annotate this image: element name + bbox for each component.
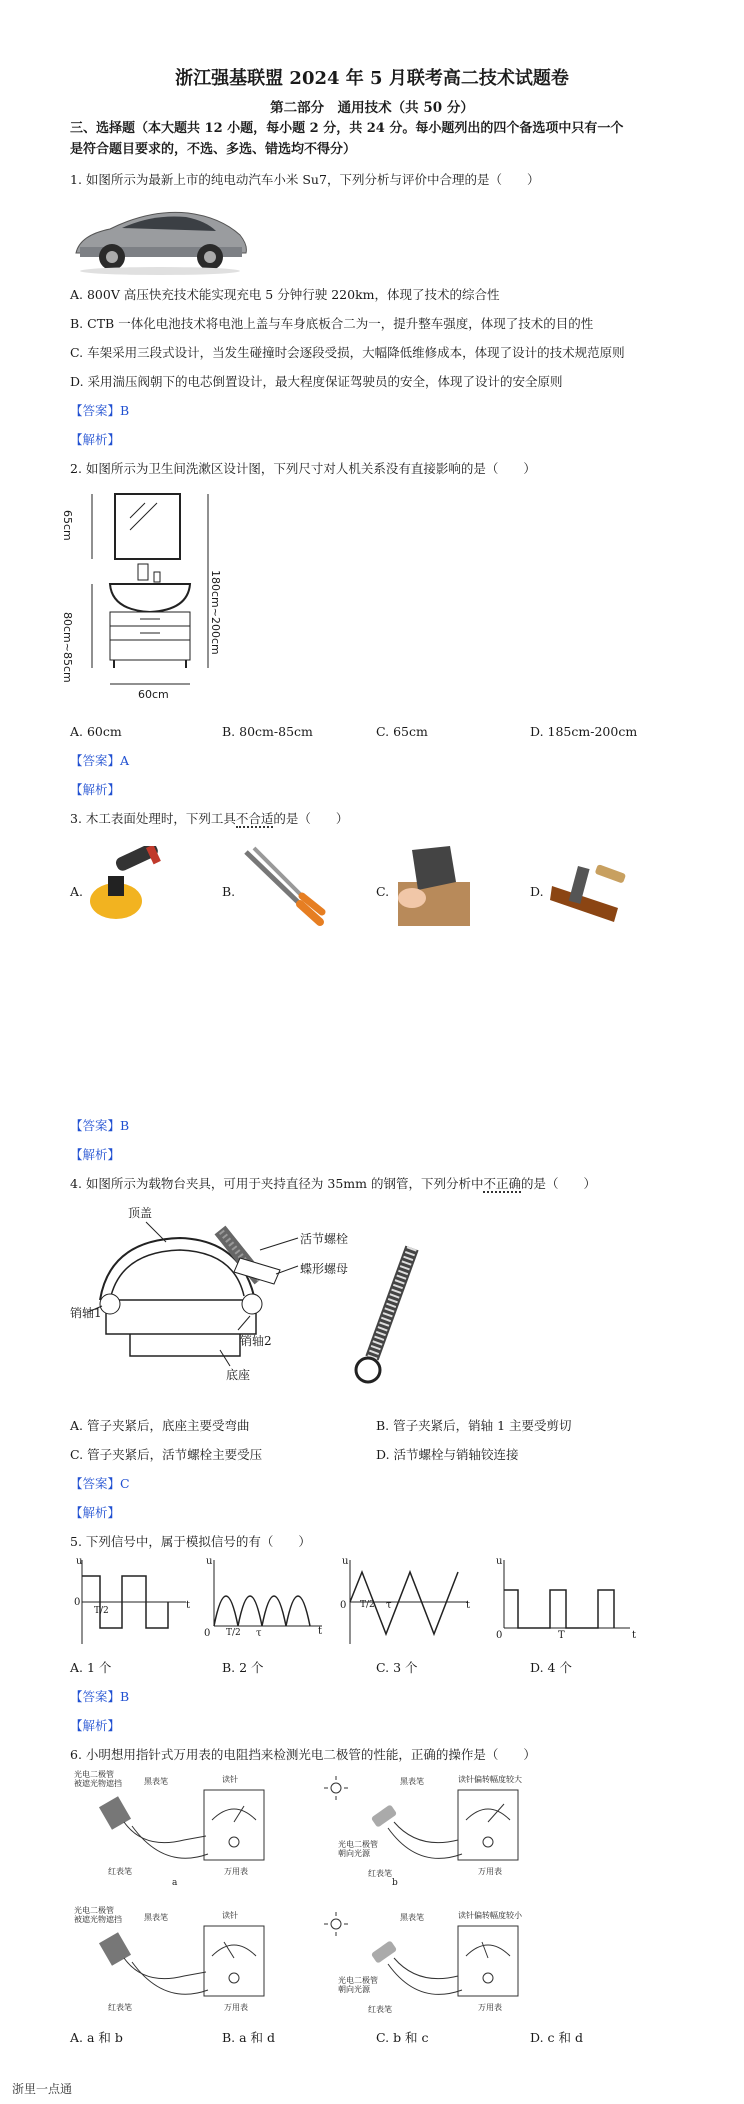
q2-analysis: 【解析】 (70, 782, 121, 797)
sig2-origin: 0 (204, 1628, 211, 1639)
label-pin1: 销轴1 (70, 1306, 102, 1320)
sig1-t: t (186, 1600, 191, 1611)
fig-a-pointer: 读针 (222, 1775, 238, 1784)
q2-option-b: B. 80cm-85cm (222, 724, 313, 739)
fig-d-diode-label: 光电二极管 朝向光源 (338, 1976, 378, 1994)
fig-c-black-probe: 黑表笔 (144, 1913, 168, 1922)
label-pin2: 销轴2 (240, 1334, 272, 1348)
fig-a-meter: 万用表 (224, 1867, 248, 1876)
fig-b-red-probe: 红表笔 (368, 1869, 392, 1878)
q6-figure-b (318, 1770, 548, 1890)
signal-square-bipolar (70, 1556, 190, 1646)
fig-c-diode-label: 光电二极管 被遮光物遮挡 (74, 1906, 122, 1924)
sig2-t: t (318, 1626, 323, 1637)
fig-b-black-probe: 黑表笔 (400, 1777, 424, 1786)
q3-analysis: 【解析】 (70, 1147, 121, 1162)
dim-60cm: 60cm (138, 688, 169, 701)
sig1-half-t: T/2 (94, 1606, 109, 1616)
q4-option-d: D. 活节螺栓与销轴铰连接 (376, 1447, 519, 1462)
part-subtitle: 第二部分 通用技术（共 50 分） (270, 100, 474, 116)
sig4-period: T (558, 1630, 565, 1641)
sig2-u: u (206, 1556, 213, 1567)
q2-option-a: A. 60cm (70, 724, 122, 739)
fig-b-diode-label: 光电二极管 朝向光源 (338, 1840, 378, 1858)
label-eye-bolt: 活节螺栓 (300, 1232, 349, 1246)
sig3-u: u (342, 1556, 349, 1567)
q2-stem: 2. 如图所示为卫生间洗漱区设计图，下列尺寸对人机关系没有直接影响的是（ ） (70, 461, 536, 476)
sig3-tau: τ (386, 1600, 392, 1611)
footer-watermark: 浙里一点通 (12, 2082, 73, 2096)
q4-option-b: B. 管子夹紧后，销轴 1 主要受剪切 (376, 1418, 572, 1433)
angle-grinder-icon (86, 846, 166, 926)
q1-option-c: C. 车架采用三段式设计，当发生碰撞时会逐段受损，大幅降低维修成本，体现了设计的技术规范原则 (70, 345, 625, 360)
section-heading-line2: 是符合题目要求的，不选、多选、错选均不得分） (70, 142, 357, 157)
fig-b-meter: 万用表 (478, 1867, 502, 1876)
fig-c-red-probe: 红表笔 (108, 2003, 132, 2012)
q4-option-c: C. 管子夹紧后，活节螺栓主要受压 (70, 1447, 263, 1462)
signal-rectified-sine (204, 1556, 324, 1646)
q5-stem: 5. 下列信号中，属于模拟信号的有（ ） (70, 1534, 311, 1549)
eye-bolt-figure (350, 1240, 430, 1390)
sig1-origin: 0 (74, 1597, 81, 1608)
q5-option-b: B. 2 个 (222, 1660, 264, 1675)
q3-label-a: A. (70, 884, 84, 899)
q3-label-b: B. (222, 884, 236, 899)
q6-option-b: B. a 和 d (222, 2030, 276, 2045)
sig4-origin: 0 (496, 1630, 503, 1641)
q1-analysis: 【解析】 (70, 432, 121, 447)
section-heading-line1: 三、选择题（本大题共 12 小题，每小题 2 分，共 24 分。每小题列出的四个备选项中只有一个 (70, 121, 624, 136)
fig-b-pointer: 读针偏转幅度较大 (458, 1775, 522, 1784)
q1-stem: 1. 如图所示为最新上市的纯电动汽车小米 Su7，下列分析与评价中合理的是（ ） (70, 172, 540, 187)
fig-d-red-probe: 红表笔 (368, 2005, 392, 2014)
q3-label-d: D. (530, 884, 544, 899)
q1-option-a: A. 800V 高压快充技术能实现充电 5 分钟行驶 220km，体现了技术的综合性 (70, 287, 500, 302)
clamp-figure (70, 1200, 340, 1380)
q5-option-c: C. 3 个 (376, 1660, 418, 1675)
sig1-u: u (76, 1556, 83, 1567)
q5-option-a: A. 1 个 (70, 1660, 112, 1675)
q5-option-d: D. 4 个 (530, 1660, 572, 1675)
fig-d-meter: 万用表 (478, 2003, 502, 2012)
label-wing-nut: 蝶形螺母 (300, 1262, 349, 1276)
fig-d-black-probe: 黑表笔 (400, 1913, 424, 1922)
label-base: 底座 (226, 1368, 251, 1382)
dim-height: 180cm~200cm (209, 570, 222, 655)
fig-a-black-probe: 黑表笔 (144, 1777, 168, 1786)
fig-c-pointer: 读针 (222, 1911, 238, 1920)
sig3-half-t: T/2 (360, 1600, 375, 1610)
q6-figure-a (74, 1770, 294, 1890)
q1-answer: 【答案】B (70, 403, 130, 418)
q6-option-d: D. c 和 d (530, 2030, 583, 2045)
q5-answer: 【答案】B (70, 1689, 130, 1704)
car-figure (70, 195, 250, 277)
fig-d-pointer: 读针偏转幅度较小 (458, 1911, 522, 1920)
q6-figure-c (74, 1906, 294, 2016)
file-tool-icon (240, 846, 330, 926)
dim-65cm: 65cm (61, 510, 74, 541)
q4-answer: 【答案】C (70, 1476, 130, 1491)
fig-c-meter: 万用表 (224, 2003, 248, 2012)
q2-option-c: C. 65cm (376, 724, 428, 739)
fig-a-red-probe: 红表笔 (108, 1867, 132, 1876)
q3-stem: 3. 木工表面处理时，下列工具不合适的是（ ） (70, 811, 349, 826)
fig-b-caption: b (392, 1878, 398, 1888)
sig4-u: u (496, 1556, 503, 1567)
sig2-tau: τ (256, 1628, 262, 1639)
q1-option-b: B. CTB 一体化电池技术将电池上盖与车身底板合二为一，提升整车强度，体现了技术的目的性 (70, 316, 594, 331)
q6-stem: 6. 小明想用指针式万用表的电阻挡来检测光电二极管的性能，正确的操作是（ ） (70, 1747, 536, 1762)
q6-option-a: A. a 和 b (70, 2030, 123, 2045)
q4-analysis: 【解析】 (70, 1505, 121, 1520)
q1-option-d: D. 采用湍压阀朝下的电芯倒置设计，最大程度保证驾驶员的安全，体现了设计的安全原则 (70, 374, 563, 389)
exam-title: 浙江强基联盟 2024 年 5 月联考高二技术试题卷 (175, 68, 569, 89)
sig3-t: t (466, 1600, 471, 1611)
sig4-t: t (632, 1630, 637, 1641)
q2-option-d: D. 185cm-200cm (530, 724, 638, 739)
q4-option-a: A. 管子夹紧后，底座主要受弯曲 (70, 1418, 250, 1433)
q6-figure-d (318, 1906, 548, 2016)
sandpaper-icon (392, 842, 472, 928)
label-top-cover: 顶盖 (128, 1206, 153, 1220)
dim-80-85: 80cm~85cm (61, 612, 74, 683)
sig2-half-t: T/2 (226, 1628, 241, 1638)
q6-option-c: C. b 和 c (376, 2030, 429, 2045)
q5-analysis: 【解析】 (70, 1718, 121, 1733)
fig-a-diode-label: 光电二极管 被遮光物遮挡 (74, 1770, 122, 1788)
sig3-origin: 0 (340, 1600, 347, 1611)
q3-label-c: C. (376, 884, 390, 899)
q3-answer: 【答案】B (70, 1118, 130, 1133)
q2-answer: 【答案】A (70, 753, 130, 768)
q4-stem: 4. 如图所示为载物台夹具，可用于夹持直径为 35mm 的钢管，下列分析中不正确的是（ ） (70, 1176, 596, 1191)
fig-a-caption: a (172, 1878, 178, 1888)
washbasin-figure (70, 488, 230, 708)
wood-plane-icon (548, 846, 632, 926)
